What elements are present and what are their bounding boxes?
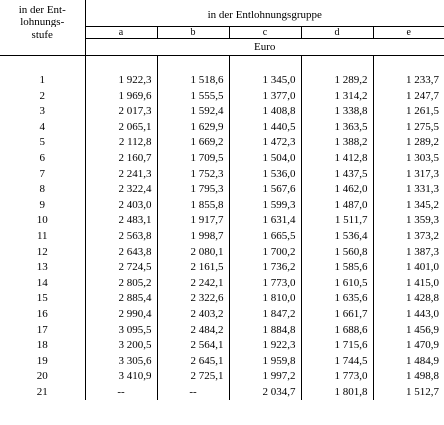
value-cell-d: 1 388,2	[301, 135, 373, 151]
group-label-e: e	[373, 27, 444, 39]
table-row	[0, 135, 444, 151]
value-cell-a: 2 017,3	[85, 104, 157, 120]
value-cell-c: 1 599,3	[229, 198, 301, 214]
table-row	[0, 291, 444, 307]
value-cell-d: 1 661,7	[301, 307, 373, 323]
table-row	[0, 369, 444, 385]
stufe-cell: 6	[39, 151, 45, 164]
stufe-header-line-2: lohnungs-	[20, 17, 65, 27]
value-cell-a: 1 922,3	[85, 73, 157, 89]
value-cell-a: 2 483,1	[85, 213, 157, 229]
value-cell-b: 1 629,9	[157, 120, 229, 136]
value-cell-a: 2 112,8	[85, 135, 157, 151]
table-row	[0, 323, 444, 339]
table-header	[0, 0, 444, 56]
group-label-a: a	[85, 27, 157, 39]
value-cell-e: 1 415,0	[373, 276, 444, 292]
group-label-d: d	[301, 27, 373, 39]
value-cell-c: 1 536,0	[229, 167, 301, 183]
value-cell-e: 1 345,2	[373, 198, 444, 214]
value-cell-b: 1 709,5	[157, 151, 229, 167]
value-cell-b: 2 322,6	[157, 291, 229, 307]
stufe-cell: 7	[39, 167, 45, 180]
value-cell-d: 1 338,8	[301, 104, 373, 120]
value-cell-d: 1 610,5	[301, 276, 373, 292]
value-cell-e: 1 470,9	[373, 338, 444, 354]
stufe-cell: 20	[36, 370, 48, 383]
table-row	[0, 198, 444, 214]
stufe-column-header	[0, 0, 85, 56]
value-cell-d: 1 801,8	[301, 385, 373, 401]
value-cell-e: 1 498,8	[373, 369, 444, 385]
value-cell-a: 2 990,4	[85, 307, 157, 323]
unit-label: Euro	[85, 39, 444, 56]
stufe-cell: 3	[39, 105, 45, 118]
stufe-header-line-3: stufe	[31, 29, 53, 41]
stufe-header-line-1: in der Ent-	[18, 4, 66, 16]
value-cell-e: 1 428,8	[373, 291, 444, 307]
value-cell-b: 1 669,2	[157, 135, 229, 151]
value-cell-e: 1 387,3	[373, 245, 444, 261]
table-row	[0, 307, 444, 323]
value-cell-d: 1 715,6	[301, 338, 373, 354]
stufe-cell: 16	[36, 307, 48, 320]
value-cell-a: 2 885,4	[85, 291, 157, 307]
value-cell-e: 1 484,9	[373, 354, 444, 370]
value-cell-e: 1 373,2	[373, 229, 444, 245]
value-cell-e: 1 303,5	[373, 151, 444, 167]
value-cell-c: 1 997,2	[229, 369, 301, 385]
table-row	[0, 385, 444, 401]
value-cell-c: 1 736,2	[229, 260, 301, 276]
value-cell-d: 1 412,8	[301, 151, 373, 167]
value-cell-e: 1 331,3	[373, 182, 444, 198]
value-cell-b: 1 998,7	[157, 229, 229, 245]
value-cell-a: 3 305,6	[85, 354, 157, 370]
value-cell-d: 1 536,4	[301, 229, 373, 245]
stufe-cell: 1	[39, 74, 45, 86]
value-cell-c: 1 345,0	[229, 73, 301, 89]
value-cell-d: 1 635,6	[301, 291, 373, 307]
value-cell-c: 1 504,0	[229, 151, 301, 167]
spacer-cell	[85, 56, 157, 74]
value-cell-c: 1 773,0	[229, 276, 301, 292]
table-row	[0, 276, 444, 292]
spacer-cell	[301, 56, 373, 74]
group-title: in der Entlohnungsgruppe	[85, 0, 444, 27]
value-cell-a: 3 200,5	[85, 338, 157, 354]
value-cell-a: 1 969,6	[85, 89, 157, 105]
table-row	[0, 73, 444, 89]
stufe-cell: 15	[36, 292, 48, 305]
value-cell-b: 2 564,1	[157, 338, 229, 354]
table-row	[0, 354, 444, 370]
value-cell-c: 1 810,0	[229, 291, 301, 307]
value-cell-b: --	[157, 385, 229, 401]
table-row	[0, 89, 444, 105]
value-cell-b: 2 725,1	[157, 369, 229, 385]
stufe-cell: 19	[36, 354, 48, 367]
value-cell-d: 1 462,0	[301, 182, 373, 198]
table-body	[0, 56, 444, 401]
table-row	[0, 167, 444, 183]
value-cell-c: 1 665,5	[229, 229, 301, 245]
value-cell-b: 1 518,6	[157, 73, 229, 89]
spacer-cell	[373, 56, 444, 74]
table-row	[0, 260, 444, 276]
spacer-cell	[229, 56, 301, 74]
value-cell-a: 3 410,9	[85, 369, 157, 385]
value-cell-c: 2 034,7	[229, 385, 301, 401]
value-cell-b: 2 161,5	[157, 260, 229, 276]
table-row	[0, 229, 444, 245]
value-cell-c: 1 922,3	[229, 338, 301, 354]
spacer-row	[0, 56, 444, 74]
value-cell-d: 1 773,0	[301, 369, 373, 385]
spacer-cell	[0, 56, 85, 74]
value-cell-b: 2 645,1	[157, 354, 229, 370]
value-cell-d: 1 511,7	[301, 213, 373, 229]
value-cell-b: 2 403,2	[157, 307, 229, 323]
stufe-cell: 12	[36, 245, 48, 258]
value-cell-b: 1 555,5	[157, 89, 229, 105]
stufe-cell: 21	[36, 385, 48, 398]
value-cell-d: 1 289,2	[301, 73, 373, 89]
value-cell-a: --	[85, 385, 157, 401]
table-row	[0, 120, 444, 136]
value-cell-b: 2 484,2	[157, 323, 229, 339]
value-cell-c: 1 959,8	[229, 354, 301, 370]
group-label-c: c	[229, 27, 301, 39]
value-cell-d: 1 744,5	[301, 354, 373, 370]
value-cell-e: 1 261,5	[373, 104, 444, 120]
stufe-cell: 18	[36, 339, 48, 352]
value-cell-b: 2 242,1	[157, 276, 229, 292]
value-cell-d: 1 363,5	[301, 120, 373, 136]
value-cell-c: 1 377,0	[229, 89, 301, 105]
value-cell-a: 2 643,8	[85, 245, 157, 261]
value-cell-e: 1 317,3	[373, 167, 444, 183]
value-cell-a: 3 095,5	[85, 323, 157, 339]
value-cell-e: 1 401,0	[373, 260, 444, 276]
table-row	[0, 245, 444, 261]
value-cell-a: 2 724,5	[85, 260, 157, 276]
value-cell-e: 1 443,0	[373, 307, 444, 323]
value-cell-a: 2 241,3	[85, 167, 157, 183]
value-cell-b: 1 855,8	[157, 198, 229, 214]
value-cell-b: 1 795,3	[157, 182, 229, 198]
value-cell-b: 1 917,7	[157, 213, 229, 229]
value-cell-a: 2 065,1	[85, 120, 157, 136]
value-cell-b: 2 080,1	[157, 245, 229, 261]
value-cell-c: 1 847,2	[229, 307, 301, 323]
table-row	[0, 182, 444, 198]
stufe-cell: 13	[36, 261, 48, 274]
value-cell-a: 2 805,2	[85, 276, 157, 292]
value-cell-e: 1 275,5	[373, 120, 444, 136]
value-cell-c: 1 567,6	[229, 182, 301, 198]
stufe-cell: 11	[36, 229, 48, 242]
stufe-cell: 14	[36, 276, 48, 289]
table-row	[0, 104, 444, 120]
stufe-cell: 5	[39, 136, 45, 149]
table-row	[0, 151, 444, 167]
value-cell-d: 1 688,6	[301, 323, 373, 339]
value-cell-d: 1 585,6	[301, 260, 373, 276]
stufe-cell: 10	[36, 214, 48, 227]
value-cell-a: 2 563,8	[85, 229, 157, 245]
value-cell-e: 1 289,2	[373, 135, 444, 151]
value-cell-e: 1 247,7	[373, 89, 444, 105]
value-cell-a: 2 160,7	[85, 151, 157, 167]
stufe-cell: 8	[39, 183, 45, 196]
value-cell-e: 1 359,3	[373, 213, 444, 229]
value-cell-d: 1 487,0	[301, 198, 373, 214]
value-cell-c: 1 884,8	[229, 323, 301, 339]
value-cell-e: 1 233,7	[373, 73, 444, 89]
value-cell-d: 1 314,2	[301, 89, 373, 105]
value-cell-c: 1 700,2	[229, 245, 301, 261]
value-cell-c: 1 472,3	[229, 135, 301, 151]
stufe-cell: 2	[39, 89, 45, 102]
stufe-cell: 17	[36, 323, 48, 336]
stufe-cell: 9	[39, 198, 45, 211]
value-cell-e: 1 512,7	[373, 385, 444, 401]
value-cell-d: 1 560,8	[301, 245, 373, 261]
value-cell-c: 1 440,5	[229, 120, 301, 136]
value-cell-a: 2 403,0	[85, 198, 157, 214]
value-cell-c: 1 408,8	[229, 104, 301, 120]
spacer-cell	[157, 56, 229, 74]
table-row	[0, 213, 444, 229]
value-cell-b: 1 592,4	[157, 104, 229, 120]
table-row	[0, 338, 444, 354]
value-cell-a: 2 322,4	[85, 182, 157, 198]
value-cell-e: 1 456,9	[373, 323, 444, 339]
value-cell-d: 1 437,5	[301, 167, 373, 183]
value-cell-c: 1 631,4	[229, 213, 301, 229]
stufe-cell: 4	[39, 120, 45, 133]
group-label-b: b	[157, 27, 229, 39]
value-cell-b: 1 752,3	[157, 167, 229, 183]
